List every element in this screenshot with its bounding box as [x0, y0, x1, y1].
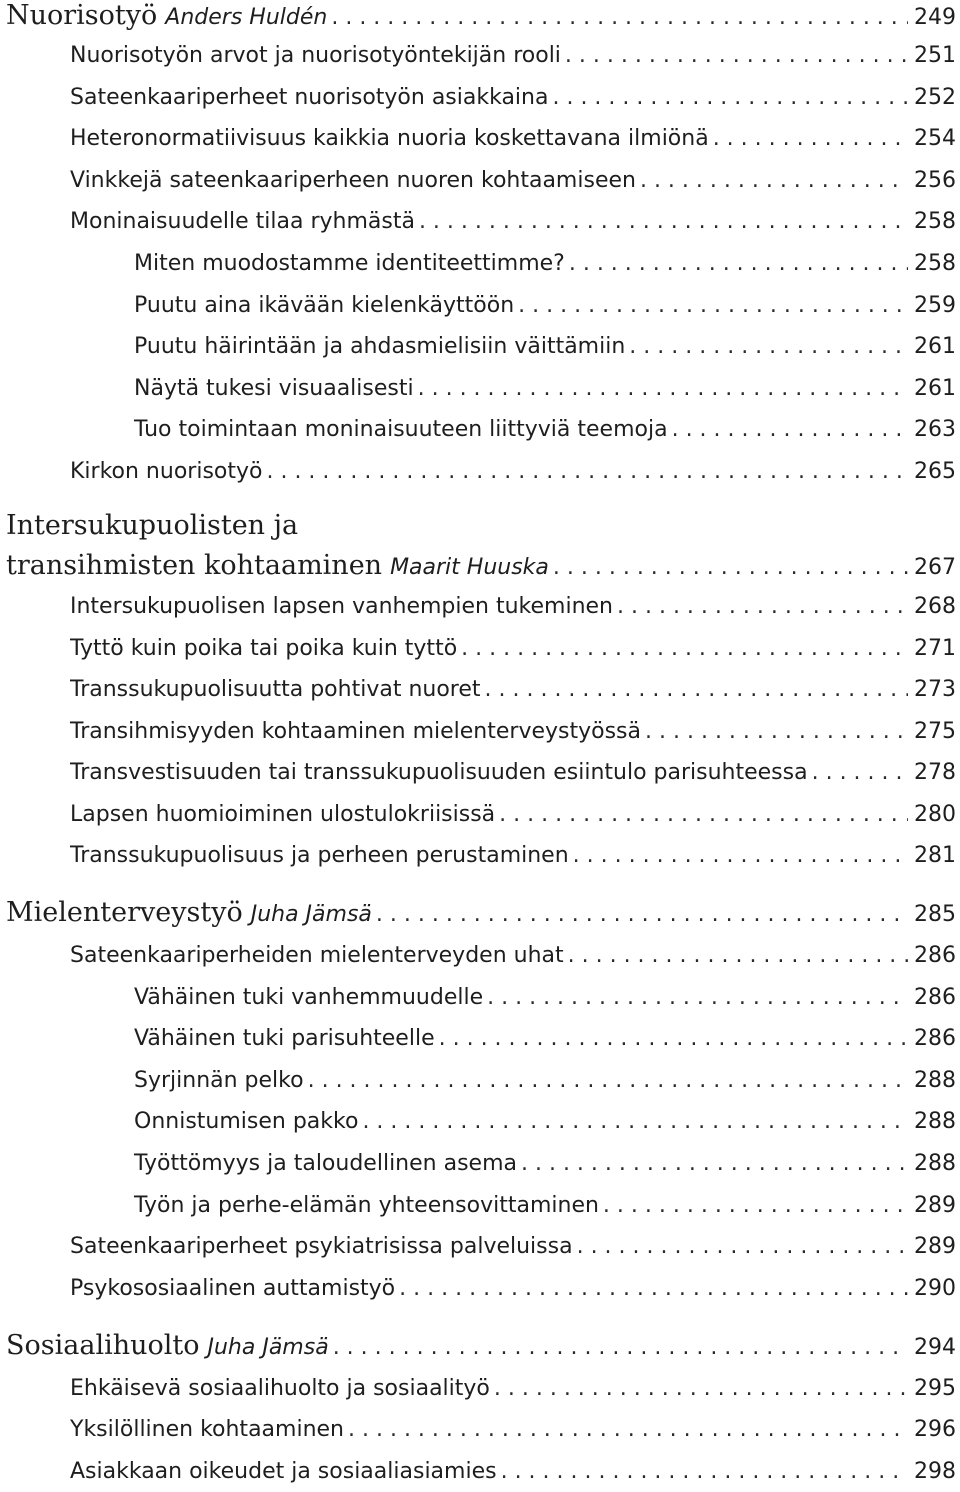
- dot-leader: [617, 594, 908, 619]
- dot-leader: [672, 417, 908, 442]
- toc-entry[interactable]: [70, 209, 956, 234]
- page-number: 271: [914, 636, 956, 661]
- toc-subentry[interactable]: [134, 985, 956, 1010]
- entry-label: Tyttö kuin poika tai poika kuin tyttö: [70, 636, 458, 661]
- dot-leader: [485, 677, 908, 702]
- toc-subentry[interactable]: [134, 1151, 956, 1176]
- dot-leader: [399, 1276, 908, 1301]
- page-number: 263: [914, 417, 956, 442]
- entry-label: Tuo toimintaan moninaisuuteen liittyviä teemoja: [134, 417, 668, 442]
- entry-label: Sateenkaariperheet nuorisotyön asiakkaina: [70, 85, 549, 110]
- page-number: 286: [914, 943, 956, 968]
- toc-entry[interactable]: [70, 636, 956, 661]
- page-number: 285: [914, 902, 956, 927]
- chapter-author: Juha Jämsä: [207, 1335, 329, 1360]
- entry-label: Syrjinnän pelko: [134, 1068, 304, 1093]
- page-number: 267: [914, 555, 956, 580]
- dot-leader: [419, 209, 908, 234]
- dot-leader: [487, 985, 908, 1010]
- dot-leader: [439, 1026, 908, 1051]
- page-number: 281: [914, 843, 956, 868]
- page-number: 268: [914, 594, 956, 619]
- dot-leader: [553, 555, 908, 580]
- chapter-entry-sosiaalihuolto[interactable]: [6, 1330, 956, 1361]
- entry-label: Puutu häirintään ja ahdasmielisiin väittämiin: [134, 334, 626, 359]
- entry-label: Transsukupuolisuutta pohtivat nuoret: [70, 677, 481, 702]
- dot-leader: [645, 719, 908, 744]
- entry-label: Onnistumisen pakko: [134, 1109, 359, 1134]
- entry-label: Sateenkaariperheet psykiatrisissa palveluissa: [70, 1234, 573, 1259]
- page-number: 258: [914, 251, 956, 276]
- dot-leader: [568, 943, 908, 968]
- entry-label: Moninaisuudelle tilaa ryhmästä: [70, 209, 415, 234]
- page-number: 251: [914, 43, 956, 68]
- entry-label: Vähäinen tuki parisuhteelle: [134, 1026, 435, 1051]
- toc-entry[interactable]: [70, 1376, 956, 1401]
- chapter-author: Juha Jämsä: [250, 902, 372, 927]
- entry-label: Työn ja perhe-elämän yhteensovittaminen: [134, 1193, 599, 1218]
- dot-leader: [629, 334, 908, 359]
- toc-subentry[interactable]: [134, 1068, 956, 1093]
- entry-label: Yksilöllinen kohtaaminen: [70, 1417, 344, 1442]
- page-number: 256: [914, 168, 956, 193]
- page-number: 252: [914, 85, 956, 110]
- entry-label: Lapsen huomioiminen ulostulokriisissä: [70, 802, 496, 827]
- page-number: 249: [914, 5, 956, 30]
- dot-leader: [577, 1234, 908, 1259]
- toc-entry[interactable]: [70, 760, 956, 785]
- chapter-entry-mielenterveystyo[interactable]: [6, 897, 956, 928]
- page-number: 288: [914, 1109, 956, 1134]
- toc-entry[interactable]: [70, 1276, 956, 1301]
- entry-label: Nuorisotyön arvot ja nuorisotyöntekijän rooli: [70, 43, 561, 68]
- entry-label: Vähäinen tuki vanhemmuudelle: [134, 985, 484, 1010]
- entry-label: Heteronormatiivisuus kaikkia nuoria koskettavana ilmiönä: [70, 126, 709, 151]
- toc-subentry[interactable]: [134, 417, 956, 442]
- entry-label: Psykososiaalinen auttamistyö: [70, 1276, 396, 1301]
- chapter-author: Maarit Huuska: [390, 555, 549, 580]
- toc-subentry[interactable]: [134, 293, 956, 318]
- chapter-entry-intersukupuolisten[interactable]: [6, 550, 956, 581]
- entry-label: Puutu aina ikävään kielenkäyttöön: [134, 293, 515, 318]
- toc-entry[interactable]: [70, 1417, 956, 1442]
- toc-subentry[interactable]: [134, 334, 956, 359]
- dot-leader: [308, 1068, 908, 1093]
- dot-leader: [569, 251, 908, 276]
- chapter-title: transihmisten kohtaaminen: [6, 550, 383, 581]
- dot-leader: [603, 1193, 908, 1218]
- page-number: 259: [914, 293, 956, 318]
- entry-label: Miten muodostamme identiteettimme?: [134, 251, 565, 276]
- dot-leader: [573, 843, 908, 868]
- page-number: 261: [914, 376, 956, 401]
- dot-leader: [494, 1376, 908, 1401]
- page-number: 294: [914, 1335, 956, 1360]
- toc-subentry[interactable]: [134, 376, 956, 401]
- dot-leader: [565, 43, 908, 68]
- chapter-title-line[interactable]: Intersukupuolisten ja: [6, 510, 299, 541]
- chapter-entry-nuorisotyo[interactable]: [6, 0, 956, 31]
- dot-leader: [812, 760, 908, 785]
- dot-leader: [521, 1151, 908, 1176]
- toc-entry[interactable]: [70, 168, 956, 193]
- dot-leader: [362, 1109, 908, 1134]
- page-number: 286: [914, 985, 956, 1010]
- entry-label: Transihmisyyden kohtaaminen mielenterveystyössä: [70, 719, 642, 744]
- toc-subentry[interactable]: [134, 1109, 956, 1134]
- page-number: 258: [914, 209, 956, 234]
- entry-label: Asiakkaan oikeudet ja sosiaaliasiamies: [70, 1459, 497, 1484]
- entry-label: Näytä tukesi visuaalisesti: [134, 376, 414, 401]
- toc-entry[interactable]: [70, 126, 956, 151]
- dot-leader: [713, 126, 908, 151]
- toc-entry[interactable]: [70, 1234, 956, 1259]
- dot-leader: [266, 459, 908, 484]
- toc-entry[interactable]: [70, 843, 956, 868]
- page-number: 298: [914, 1459, 956, 1484]
- dot-leader: [376, 902, 908, 927]
- entry-label: Sateenkaariperheiden mielenterveyden uhat: [70, 943, 564, 968]
- chapter-title: Nuorisotyö: [6, 0, 158, 31]
- page-number: 273: [914, 677, 956, 702]
- entry-label: Vinkkejä sateenkaariperheen nuoren kohtaamiseen: [70, 168, 636, 193]
- dot-leader: [331, 5, 908, 30]
- entry-label: Transvestisuuden tai transsukupuolisuuden esiintulo parisuhteessa: [70, 760, 808, 785]
- entry-label: Kirkon nuorisotyö: [70, 459, 263, 484]
- chapter-title: Sosiaalihuolto: [6, 1330, 200, 1361]
- entry-label: Ehkäisevä sosiaalihuolto ja sosiaalityö: [70, 1376, 490, 1401]
- toc-subentry[interactable]: [134, 251, 956, 276]
- page-number: 278: [914, 760, 956, 785]
- page-number: 286: [914, 1026, 956, 1051]
- toc-entry[interactable]: [70, 1459, 956, 1484]
- dot-leader: [461, 636, 908, 661]
- toc-entry[interactable]: [70, 594, 956, 619]
- toc-entry[interactable]: [70, 802, 956, 827]
- toc-entry[interactable]: [70, 719, 956, 744]
- entry-label: Intersukupuolisen lapsen vanhempien tukeminen: [70, 594, 613, 619]
- page-number: 254: [914, 126, 956, 151]
- toc-entry[interactable]: [70, 85, 956, 110]
- chapter-author: Anders Huldén: [165, 5, 328, 30]
- toc-subentry[interactable]: [134, 1026, 956, 1051]
- page-number: 288: [914, 1068, 956, 1093]
- toc-entry[interactable]: [70, 943, 956, 968]
- page-number: 261: [914, 334, 956, 359]
- page-number: 295: [914, 1376, 956, 1401]
- page-number: 265: [914, 459, 956, 484]
- dot-leader: [418, 376, 908, 401]
- dot-leader: [348, 1417, 908, 1442]
- page-number: 289: [914, 1193, 956, 1218]
- toc-subentry[interactable]: [134, 1193, 956, 1218]
- entry-label: Työttömyys ja taloudellinen asema: [134, 1151, 517, 1176]
- page-number: 275: [914, 719, 956, 744]
- dot-leader: [499, 802, 908, 827]
- toc-entry[interactable]: [70, 459, 956, 484]
- dot-leader: [552, 85, 908, 110]
- dot-leader: [333, 1335, 908, 1360]
- chapter-title: Mielenterveystyö: [6, 897, 243, 928]
- page-number: 289: [914, 1234, 956, 1259]
- page-number: 290: [914, 1276, 956, 1301]
- dot-leader: [501, 1459, 908, 1484]
- page-number: 280: [914, 802, 956, 827]
- entry-label: Transsukupuolisuus ja perheen perustaminen: [70, 843, 569, 868]
- page-number: 288: [914, 1151, 956, 1176]
- dot-leader: [640, 168, 908, 193]
- toc-entry[interactable]: [70, 43, 956, 68]
- page-number: 296: [914, 1417, 956, 1442]
- toc-entry[interactable]: [70, 677, 956, 702]
- dot-leader: [518, 293, 908, 318]
